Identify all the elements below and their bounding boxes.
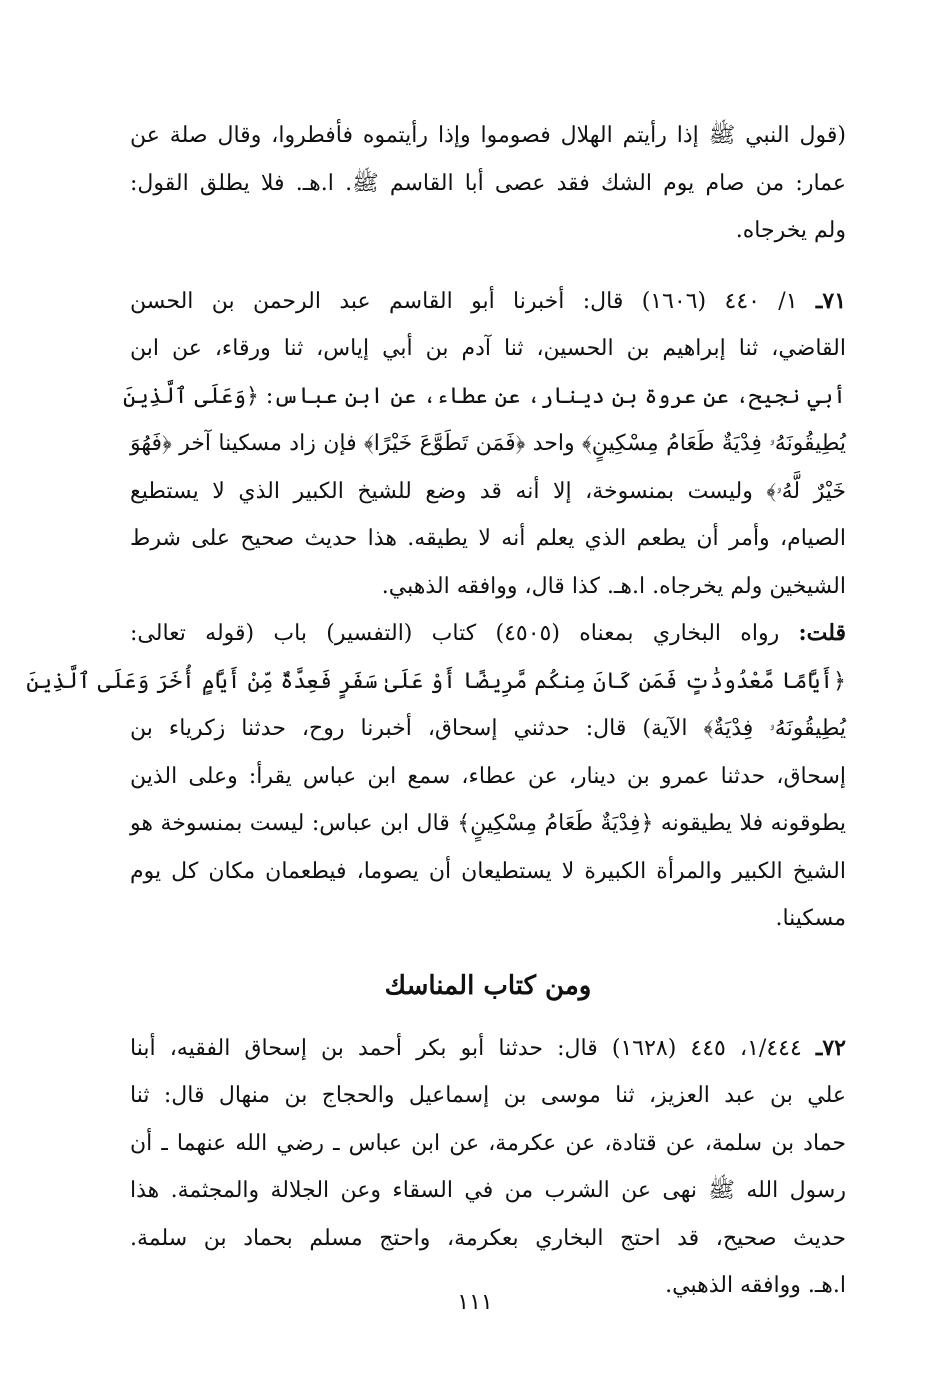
paragraph-intro (130, 112, 846, 255)
hadith-reference: ١/ ٤٤٠ (١٦٠٦) قال: أخبرنا أبو القاسم عبد الرحمن بن الحسن (130, 288, 798, 314)
text-line: مسكينا. (775, 906, 846, 931)
qultu-comment (26, 610, 847, 943)
text-line: يُطِيقُونَهُۥ فِدْيَةٌ طَعَامُ مِسْكِينٍ﴾ واحد ﴿فَمَن تَطَوَّعَ خَيْرًا﴾ فإن زاد مسكينا آخر ﴿فَهُوَ (130, 431, 846, 456)
text-line: ا.هـ. ووافقه الذهبي. (665, 1273, 846, 1298)
text-line: حماد بن سلمة، عن قتادة، عن عكرمة، عن ابن عباس ـ رضي الله عنهما ـ أن (130, 1130, 846, 1156)
hadith-first-line (130, 278, 846, 326)
section-heading: ومن كتاب المناسك (384, 970, 592, 1001)
comment-text: رواه البخاري بمعناه (٤٥٠٥) كتاب (التفسير) باب (قوله تعالى: (130, 621, 799, 646)
text-line: أبي نجيح، عن عروة بن دينار، عن عطاء، عن ابن عباس: ﴿وَعَلَى ٱلَّذِينَ (123, 383, 846, 409)
hadith-number: ٧١ـ (815, 287, 847, 314)
text-line: خَيْرٌ لَّهُۥ﴾ وليست بمنسوخة، إلا أنه قد وضع للشيخ الكبير الذي لا يستطيع (130, 478, 846, 504)
page-number: ١١١ (457, 1290, 493, 1315)
text-line: ﴿أَيَّامًا مَّعْدُودَٰتٍ فَمَن كَانَ مِنكُم مَّرِيضًا أَوْ عَلَىٰ سَفَرٍ فَعِدَّةٌ مِّنْ أَيَّامٍ أُخَرَ وَعَلَى ٱلَّذِينَ (26, 668, 846, 694)
hadith-72 (130, 1025, 846, 1310)
hadith-71 (123, 278, 847, 611)
text-line: رسول الله ﷺ نهى عن الشرب من في السقاء وعن الجلالة والمجثمة. هذا (130, 1178, 846, 1203)
text-line: حديث صحيح، قد احتج البخاري بعكرمة، واحتج مسلم بحماد بن سلمة. (130, 1225, 846, 1251)
text-line: الشيخ الكبير والمرأة الكبيرة لا يستطيعان أن يصوما، فيطعمان مكان كل يوم (130, 858, 846, 884)
comment-first-line (130, 610, 846, 658)
hadith-first-line (130, 1025, 846, 1073)
text-line: الشيخين ولم يخرجاه. ا.هـ. كذا قال، ووافقه الذهبي. (381, 573, 846, 599)
text-line: يطوقونه فلا يطيقونه ﴿فِدْيَةٌ طَعَامُ مِسْكِينٍ﴾ قال ابن عباس: ليست بمنسوخة هو (130, 811, 846, 836)
text-line: يُطِيقُونَهُۥ فِدْيَةٌ﴾ الآية) قال: حدثني إسحاق، أخبرنا روح، حدثنا زكرياء بن (130, 716, 846, 741)
qultu-label: قلت: (798, 620, 847, 646)
text-line: (قول النبي ﷺ إذا رأيتم الهلال فصوموا وإذا رأيتموه فأفطروا، وقال صلة عن (130, 123, 846, 148)
text-line: عمار: من صام يوم الشك فقد عصى أبا القاسم ﷺ. ا.هـ. فلا يطلق القول: (130, 170, 846, 196)
text-line: القاضي، ثنا إبراهيم بن الحسين، ثنا آدم بن أبي إياس، ثنا ورقاء، عن ابن (130, 336, 846, 361)
hadith-reference: ١/٤٤٤، ٤٤٥ (١٦٢٨) قال: حدثنا أبو بكر أحمد بن إسحاق الفقيه، أبنا (130, 1035, 802, 1061)
text-line: ولم يخرجاه. (735, 218, 846, 243)
hadith-number: ٧٢ـ (815, 1034, 846, 1061)
text-line: علي بن عبد العزيز، ثنا موسى بن إسماعيل والحجاج بن منهال قال: ثنا (130, 1083, 846, 1108)
text-line: إسحاق، حدثنا عمرو بن دينار، عن عطاء، سمع ابن عباس يقرأ: وعلى الذين (130, 763, 846, 789)
text-line: الصيام، وأمر أن يطعم الذي يعلم أنه لا يطيقه. هذا حديث صحيح على شرط (130, 526, 846, 551)
page-body (26, 112, 847, 1310)
